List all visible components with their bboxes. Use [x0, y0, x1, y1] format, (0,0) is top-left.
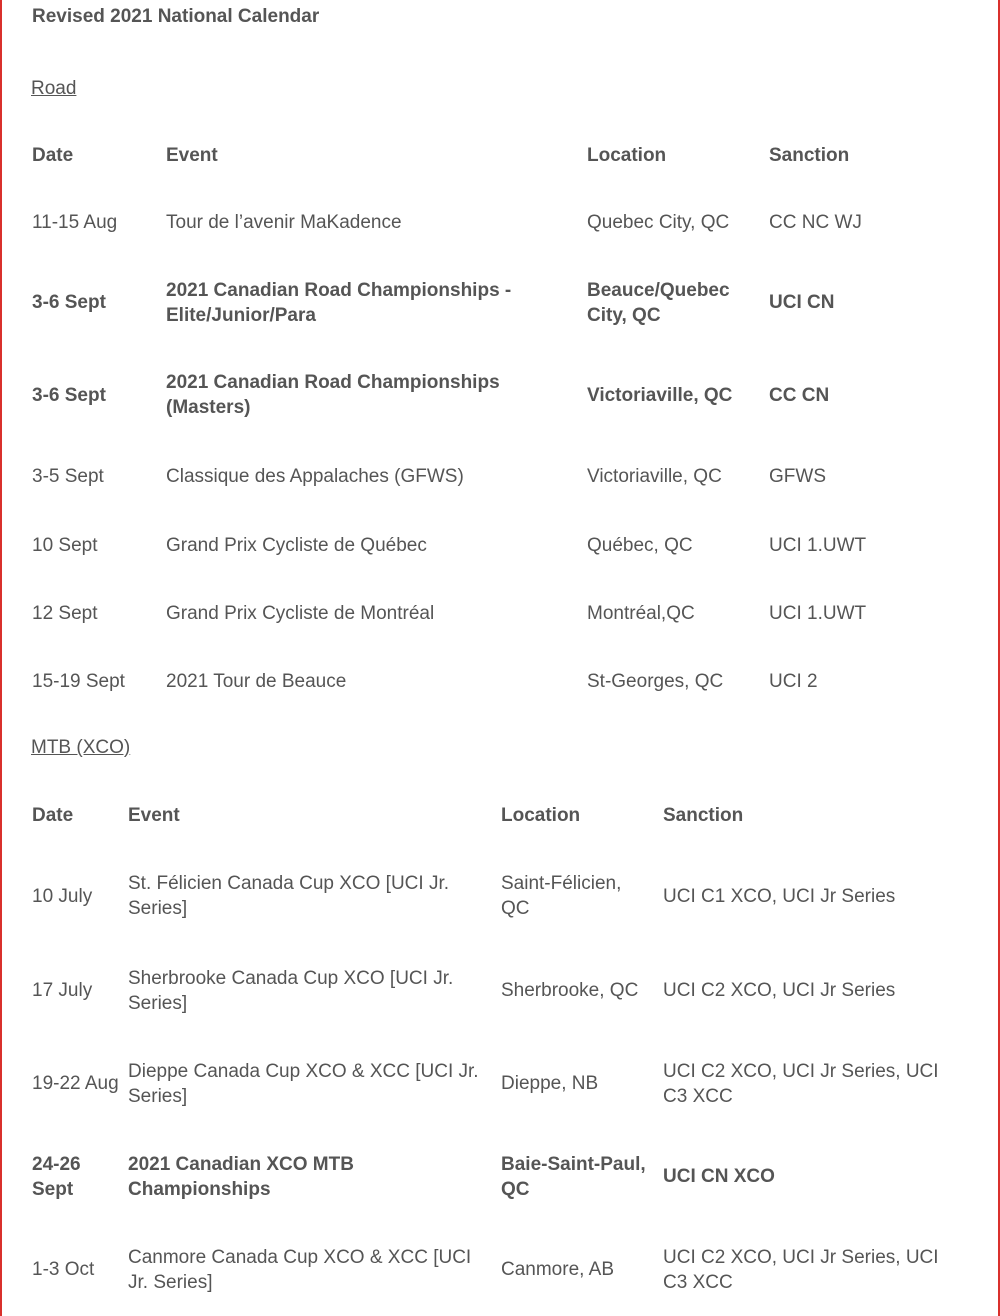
- table-row: [32, 1130, 963, 1223]
- row-location: Québec, QC: [587, 534, 693, 556]
- row-sanction: CC CN: [769, 384, 830, 406]
- row-sanction: CC NC WJ: [769, 211, 862, 233]
- table-row: [32, 1037, 963, 1130]
- header-sanction: Sanction: [663, 804, 744, 826]
- row-event: St. Félicien Canada Cup XCO [UCI Jr. Series]: [128, 873, 450, 919]
- row-date: 12 Sept: [32, 602, 98, 624]
- road-calendar-table: [32, 122, 969, 715]
- row-event: Sherbrooke Canada Cup XCO [UCI Jr. Series]: [128, 967, 454, 1014]
- row-sanction: UCI 1.UWT: [769, 534, 867, 556]
- table-row: [32, 349, 969, 441]
- row-date: 17 July: [32, 980, 93, 1001]
- row-sanction: UCI C2 XCO, UCI Jr Series, UCI C3 XCC: [663, 1060, 939, 1107]
- row-location: St-Georges, QC: [587, 670, 724, 692]
- row-date: 1-3 Oct: [32, 1259, 95, 1280]
- row-location: Victoriaville, QC: [587, 384, 733, 406]
- row-event: 2021 Tour de Beauce: [166, 670, 347, 692]
- header-sanction: Sanction: [769, 144, 850, 166]
- row-event: Tour de l’avenir MaKadence: [166, 211, 402, 233]
- header-event: Event: [128, 804, 180, 826]
- row-event: Grand Prix Cycliste de Québec: [166, 534, 427, 556]
- header-location: Location: [501, 804, 581, 826]
- row-date: 3-5 Sept: [32, 465, 104, 487]
- row-sanction: GFWS: [769, 465, 826, 487]
- row-location: Montréal,QC: [587, 602, 695, 624]
- row-date: 3-6 Sept: [32, 292, 106, 313]
- row-date: 15-19 Sept: [32, 670, 125, 692]
- row-location: Canmore, AB: [501, 1259, 614, 1280]
- row-date: 11-15 Aug: [32, 211, 118, 233]
- row-location: Victoriaville, QC: [587, 465, 722, 487]
- row-date: 10 July: [32, 885, 93, 907]
- road-section-link[interactable]: Road: [31, 78, 77, 99]
- row-date: 19-22 Aug: [32, 1073, 119, 1094]
- row-location: Baie-Saint-Paul, QC: [501, 1153, 646, 1200]
- row-event: Dieppe Canada Cup XCO & XCC [UCI Jr. Series]: [128, 1060, 479, 1107]
- table-row: [32, 441, 969, 511]
- row-sanction: UCI CN XCO: [663, 1166, 775, 1187]
- row-event: Canmore Canada Cup XCO & XCC [UCI Jr. Series]: [128, 1246, 472, 1293]
- row-date: 24-26 Sept: [32, 1153, 81, 1200]
- row-location: Quebec City, QC: [587, 211, 730, 233]
- row-sanction: UCI CN: [769, 292, 835, 313]
- header-date: Date: [32, 804, 74, 826]
- row-location: Saint-Félicien, QC: [501, 873, 622, 919]
- table-row: [32, 1223, 963, 1316]
- row-event: 2021 Canadian Road Championships (Masters): [166, 372, 500, 418]
- row-sanction: UCI C2 XCO, UCI Jr Series: [663, 980, 896, 1001]
- table-row: [32, 944, 963, 1037]
- row-location: Sherbrooke, QC: [501, 980, 639, 1001]
- row-event: Classique des Appalaches (GFWS): [166, 465, 464, 487]
- mtb-calendar-table: [32, 782, 963, 1316]
- row-date: 10 Sept: [32, 534, 98, 556]
- table-header-row: [32, 122, 969, 188]
- row-location: Beauce/Quebec City, QC: [587, 279, 730, 326]
- row-sanction: UCI 2: [769, 670, 818, 692]
- row-event: 2021 Canadian Road Championships - Elite/Junior/Para: [166, 279, 512, 326]
- row-sanction: UCI C1 XCO, UCI Jr Series: [663, 885, 896, 907]
- table-row: [32, 256, 969, 349]
- header-event: Event: [166, 144, 218, 166]
- table-row: [32, 647, 969, 715]
- row-location: Dieppe, NB: [501, 1073, 599, 1094]
- header-date: Date: [32, 144, 74, 166]
- page-title: Revised 2021 National Calendar: [32, 6, 320, 27]
- row-sanction: UCI C2 XCO, UCI Jr Series, UCI C3 XCC: [663, 1246, 939, 1293]
- table-row: [32, 848, 963, 944]
- mtb-section-link[interactable]: MTB (XCO): [31, 737, 131, 758]
- table-row: [32, 511, 969, 579]
- table-row: [32, 188, 969, 256]
- row-event: 2021 Canadian XCO MTB Championships: [128, 1153, 354, 1200]
- header-location: Location: [587, 144, 667, 166]
- row-event: Grand Prix Cycliste de Montréal: [166, 602, 435, 624]
- row-date: 3-6 Sept: [32, 384, 106, 406]
- row-sanction: UCI 1.UWT: [769, 602, 867, 624]
- table-row: [32, 579, 969, 647]
- table-header-row: [32, 782, 963, 848]
